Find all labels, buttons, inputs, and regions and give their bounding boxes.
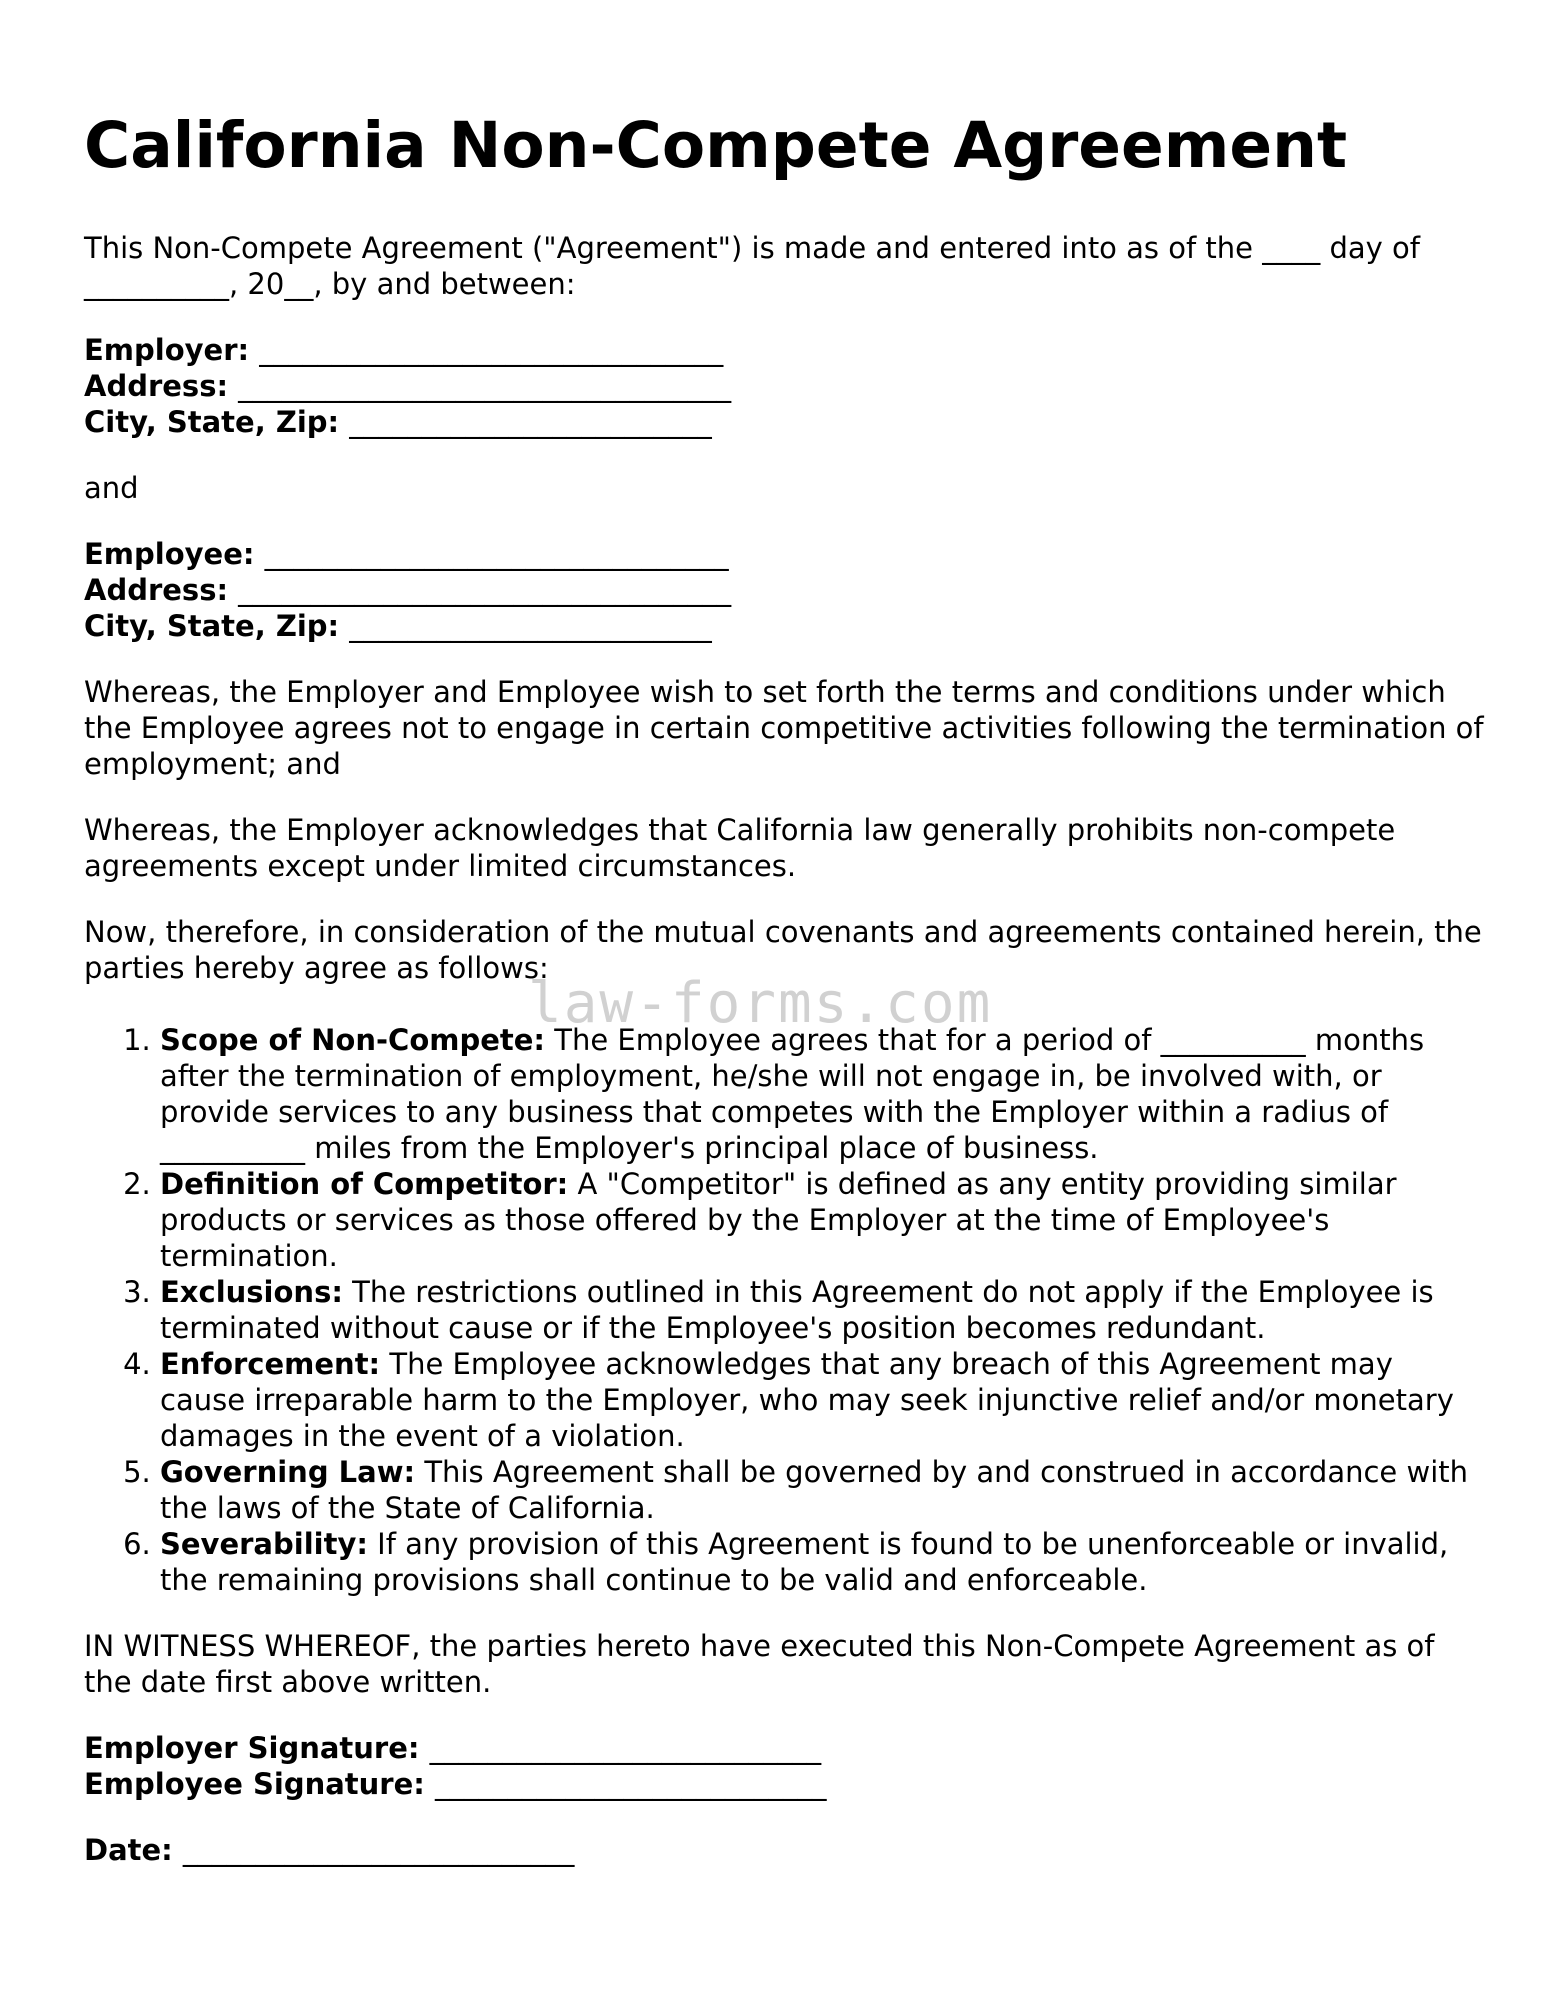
whereas-paragraph-1: Whereas, the Employer and Employee wish to set forth the terms and conditions under which the Employee agrees not to engage in certain competitive activities following the termination of employment; and	[84, 675, 1484, 781]
clause-item: 2. Definition of Competitor: A "Competitor" is defined as any entity providing similar products or services as those offered by the Employer at the time of Employee's termination.	[160, 1166, 1484, 1274]
watermark: law-forms.com	[528, 971, 993, 1036]
employee-address-field[interactable]: Address: __________________________________	[84, 573, 732, 607]
employer-fields	[84, 332, 1484, 440]
employee-signature-field[interactable]: Employee Signature: ___________________________	[84, 1767, 827, 1801]
signature-fields	[84, 1730, 1484, 1802]
whereas-paragraph-2: Whereas, the Employer acknowledges that California law generally prohibits non-compete agreements except under limited circumstances.	[84, 813, 1396, 883]
intro-paragraph: This Non-Compete Agreement ("Agreement") is made and entered into as of the ____ day of __________, 20__, by and between:	[84, 231, 1420, 301]
witness-paragraph: IN WITNESS WHEREOF, the parties hereto have executed this Non-Compete Agreement as of the date first above written.	[84, 1629, 1435, 1699]
clause-item: 5. Governing Law: This Agreement shall be governed by and construed in accordance with the laws of the State of California.	[160, 1454, 1484, 1526]
now-therefore-paragraph: Now, therefore, in consideration of the mutual covenants and agreements contained herein, the parties hereby agree as follows:	[84, 915, 1482, 985]
clause-item: 1. Scope of Non-Compete: The Employee agrees that for a period of __________ months after the termination of employment, he/she will not engage in, be involved with, or provide services to any business that competes with the Employer within a radius of __________ miles from the Employer's principal place of business.	[160, 1022, 1484, 1166]
clause-item: 3. Exclusions: The restrictions outlined in this Agreement do not apply if the Employee is terminated without cause or if the Employee's position becomes redundant.	[160, 1274, 1484, 1346]
employer-city-field[interactable]: City, State, Zip: _________________________	[84, 405, 712, 439]
clause-item: 6. Severability: If any provision of this Agreement is found to be unenforceable or invalid, the remaining provisions shall continue to be valid and enforceable.	[160, 1526, 1484, 1598]
employee-city-field[interactable]: City, State, Zip: _________________________	[84, 609, 712, 643]
document-page	[84, 108, 1484, 1898]
employer-signature-field[interactable]: Employer Signature: ___________________________	[84, 1731, 822, 1765]
date-fields	[84, 1832, 1484, 1868]
employee-name-field[interactable]: Employee: ________________________________	[84, 537, 729, 571]
clause-item: 4. Enforcement: The Employee acknowledges that any breach of this Agreement may cause irreparable harm to the Employer, who may seek injunctive relief and/or monetary damages in the event of a violation.	[160, 1346, 1484, 1454]
and-text: and	[84, 471, 139, 505]
date-field[interactable]: Date: ___________________________	[84, 1833, 575, 1867]
employer-address-field[interactable]: Address: __________________________________	[84, 369, 732, 403]
document-title: California Non-Compete Agreement	[84, 109, 1348, 182]
clause-list	[84, 1022, 1484, 1598]
employer-name-field[interactable]: Employer: ________________________________	[84, 333, 724, 367]
employee-fields	[84, 536, 1484, 644]
